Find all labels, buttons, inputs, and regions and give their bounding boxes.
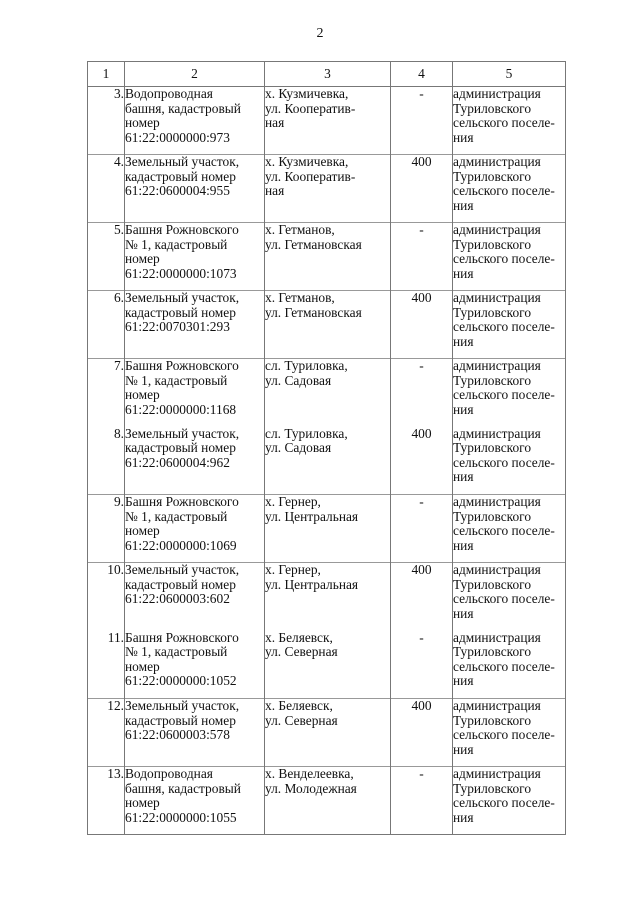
text-line: ул. Центральная (265, 508, 359, 524)
address (265, 223, 391, 291)
text-line: 61:22:0000000:1073 (125, 265, 237, 281)
address (265, 495, 391, 563)
text-line: х. Венделеевка, (265, 766, 354, 781)
column-header: 5 (453, 62, 566, 87)
text-line: 61:22:0600004:955 (125, 183, 230, 199)
text-line: х. Гернер, (265, 562, 321, 577)
text-line: Водопроводная (125, 86, 213, 101)
text-line: ул. Центральная (265, 576, 359, 592)
object-description (125, 767, 265, 835)
owner (453, 155, 566, 223)
text-line: Туриловского (453, 644, 532, 660)
object-description (125, 699, 265, 767)
table-row (88, 155, 566, 223)
text-line: Туриловского (453, 100, 532, 116)
text-line: Туриловского (453, 780, 532, 796)
text-line: сельского поселе- (453, 591, 555, 607)
table-row (88, 87, 566, 155)
row-number: 4. (88, 155, 125, 223)
text-line: Туриловского (453, 236, 532, 252)
area: - (391, 359, 453, 427)
text-line: башня, кадастровый (125, 100, 241, 116)
owner (453, 427, 566, 495)
text-line: администрация (453, 154, 541, 169)
text-line: ул. Северная (265, 644, 338, 660)
text-line: х. Кузмичевка, (265, 154, 349, 169)
address (265, 359, 391, 427)
text-line: Земельный участок, (125, 562, 240, 577)
text-line: ул. Садовая (265, 440, 332, 456)
object-description (125, 223, 265, 291)
text-line: администрация (453, 698, 541, 713)
text-line: кадастровый номер (125, 712, 236, 728)
property-table (87, 61, 566, 835)
text-line: ния (453, 333, 474, 349)
text-line: х. Гетманов, (265, 222, 335, 237)
address (265, 87, 391, 155)
area: 400 (391, 427, 453, 495)
text-line: кадастровый номер (125, 440, 236, 456)
owner (453, 495, 566, 563)
area: - (391, 767, 453, 835)
text-line: 61:22:0600004:962 (125, 454, 230, 470)
text-line: ния (453, 741, 474, 757)
table-row (88, 767, 566, 835)
area: 400 (391, 291, 453, 359)
text-line: ул. Молодежная (265, 780, 357, 796)
column-header: 3 (265, 62, 391, 87)
text-line: Туриловского (453, 440, 532, 456)
text-line: х. Кузмичевка, (265, 86, 349, 101)
text-line: Башня Рожновского (125, 629, 239, 645)
owner (453, 767, 566, 835)
text-line: ния (453, 469, 474, 485)
text-line: сельского поселе- (453, 727, 555, 743)
text-line: ния (453, 537, 474, 553)
text-line: ная (265, 183, 285, 199)
text-line: ная (265, 115, 285, 131)
text-line: Башня Рожновского (125, 358, 239, 373)
text-line: Туриловского (453, 508, 532, 524)
text-line: сельского поселе- (453, 658, 555, 674)
text-line: Башня Рожновского (125, 494, 239, 509)
object-description (125, 155, 265, 223)
area: 400 (391, 699, 453, 767)
object-description (125, 87, 265, 155)
text-line: ул. Кооператив- (265, 168, 356, 184)
text-line: № 1, кадастровый (125, 372, 228, 388)
text-line: Туриловского (453, 304, 532, 320)
text-line: сельского поселе- (453, 251, 555, 267)
text-line: х. Гетманов, (265, 290, 335, 305)
row-number: 6. (88, 291, 125, 359)
table-row (88, 359, 566, 427)
address (265, 155, 391, 223)
table-row (88, 223, 566, 291)
table-row (88, 427, 566, 495)
table-row (88, 631, 566, 699)
address (265, 427, 391, 495)
text-line: Туриловского (453, 372, 532, 388)
text-line: ния (453, 673, 474, 689)
text-line: 61:22:0000000:1168 (125, 401, 237, 417)
text-line: номер (125, 523, 160, 539)
area: - (391, 631, 453, 699)
text-line: администрация (453, 86, 541, 101)
row-number: 5. (88, 223, 125, 291)
text-line: 61:22:0070301:293 (125, 319, 230, 335)
owner (453, 291, 566, 359)
text-line: Земельный участок, (125, 698, 240, 713)
address (265, 767, 391, 835)
text-line: ул. Садовая (265, 372, 332, 388)
text-line: сельского поселе- (453, 115, 555, 131)
text-line: ул. Кооператив- (265, 100, 356, 116)
text-line: администрация (453, 358, 541, 373)
text-line: администрация (453, 290, 541, 305)
table-row (88, 699, 566, 767)
text-line: номер (125, 115, 160, 131)
column-header: 4 (391, 62, 453, 87)
text-line: сл. Туриловка, (265, 358, 348, 373)
area: 400 (391, 563, 453, 631)
text-line: х. Беляевск, (265, 698, 333, 713)
text-line: номер (125, 658, 160, 674)
row-number: 10. (88, 563, 125, 631)
text-line: администрация (453, 425, 541, 441)
row-number: 12. (88, 699, 125, 767)
row-number: 7. (88, 359, 125, 427)
text-line: номер (125, 387, 160, 403)
owner (453, 563, 566, 631)
table-header-row (88, 62, 566, 87)
text-line: ул. Гетмановская (265, 236, 362, 252)
text-line: кадастровый номер (125, 168, 236, 184)
area: 400 (391, 155, 453, 223)
text-line: администрация (453, 494, 541, 509)
text-line: башня, кадастровый (125, 780, 241, 796)
text-line: Туриловского (453, 712, 532, 728)
text-line: ния (453, 265, 474, 281)
text-line: № 1, кадастровый (125, 508, 228, 524)
row-number: 3. (88, 87, 125, 155)
text-line: администрация (453, 766, 541, 781)
text-line: Земельный участок, (125, 425, 240, 441)
page-number: 2 (316, 26, 324, 41)
text-line: Туриловского (453, 168, 532, 184)
text-line: номер (125, 795, 160, 811)
address (265, 563, 391, 631)
owner (453, 699, 566, 767)
text-line: сельского поселе- (453, 183, 555, 199)
object-description (125, 631, 265, 699)
text-line: Туриловского (453, 576, 532, 592)
object-description (125, 291, 265, 359)
address (265, 699, 391, 767)
table-row (88, 291, 566, 359)
column-header: 1 (88, 62, 125, 87)
text-line: сельского поселе- (453, 387, 555, 403)
text-line: 61:22:0600003:578 (125, 727, 230, 743)
text-line: администрация (453, 629, 541, 645)
text-line: администрация (453, 562, 541, 577)
text-line: 61:22:0000000:1055 (125, 809, 237, 825)
owner (453, 87, 566, 155)
text-line: 61:22:0000000:1069 (125, 537, 237, 553)
text-line: Водопроводная (125, 766, 213, 781)
row-number: 9. (88, 495, 125, 563)
text-line: 61:22:0600003:602 (125, 591, 230, 607)
area: - (391, 495, 453, 563)
text-line: ния (453, 197, 474, 213)
owner (453, 223, 566, 291)
text-line: сельского поселе- (453, 795, 555, 811)
area: - (391, 223, 453, 291)
address (265, 631, 391, 699)
text-line: сл. Туриловка, (265, 425, 348, 441)
text-line: сельского поселе- (453, 523, 555, 539)
text-line: Башня Рожновского (125, 222, 239, 237)
text-line: администрация (453, 222, 541, 237)
text-line: сельского поселе- (453, 454, 555, 470)
owner (453, 359, 566, 427)
text-line: кадастровый номер (125, 576, 236, 592)
table-row (88, 563, 566, 631)
address (265, 291, 391, 359)
row-number: 11. (88, 631, 125, 699)
text-line: 61:22:0000000:973 (125, 129, 230, 145)
text-line: 61:22:0000000:1052 (125, 673, 237, 689)
table-row (88, 495, 566, 563)
text-line: ул. Северная (265, 712, 338, 728)
object-description (125, 427, 265, 495)
object-description (125, 359, 265, 427)
text-line: сельского поселе- (453, 319, 555, 335)
text-line: ул. Гетмановская (265, 304, 362, 320)
text-line: ния (453, 809, 474, 825)
text-line: № 1, кадастровый (125, 236, 228, 252)
area: - (391, 87, 453, 155)
text-line: кадастровый номер (125, 304, 236, 320)
text-line: х. Беляевск, (265, 629, 333, 645)
row-number: 8. (88, 427, 125, 495)
text-line: ния (453, 401, 474, 417)
object-description (125, 563, 265, 631)
object-description (125, 495, 265, 563)
row-number: 13. (88, 767, 125, 835)
text-line: ния (453, 129, 474, 145)
column-header: 2 (125, 62, 265, 87)
owner (453, 631, 566, 699)
text-line: Земельный участок, (125, 290, 240, 305)
text-line: Земельный участок, (125, 154, 240, 169)
text-line: ния (453, 605, 474, 621)
text-line: номер (125, 251, 160, 267)
text-line: № 1, кадастровый (125, 644, 228, 660)
text-line: х. Гернер, (265, 494, 321, 509)
